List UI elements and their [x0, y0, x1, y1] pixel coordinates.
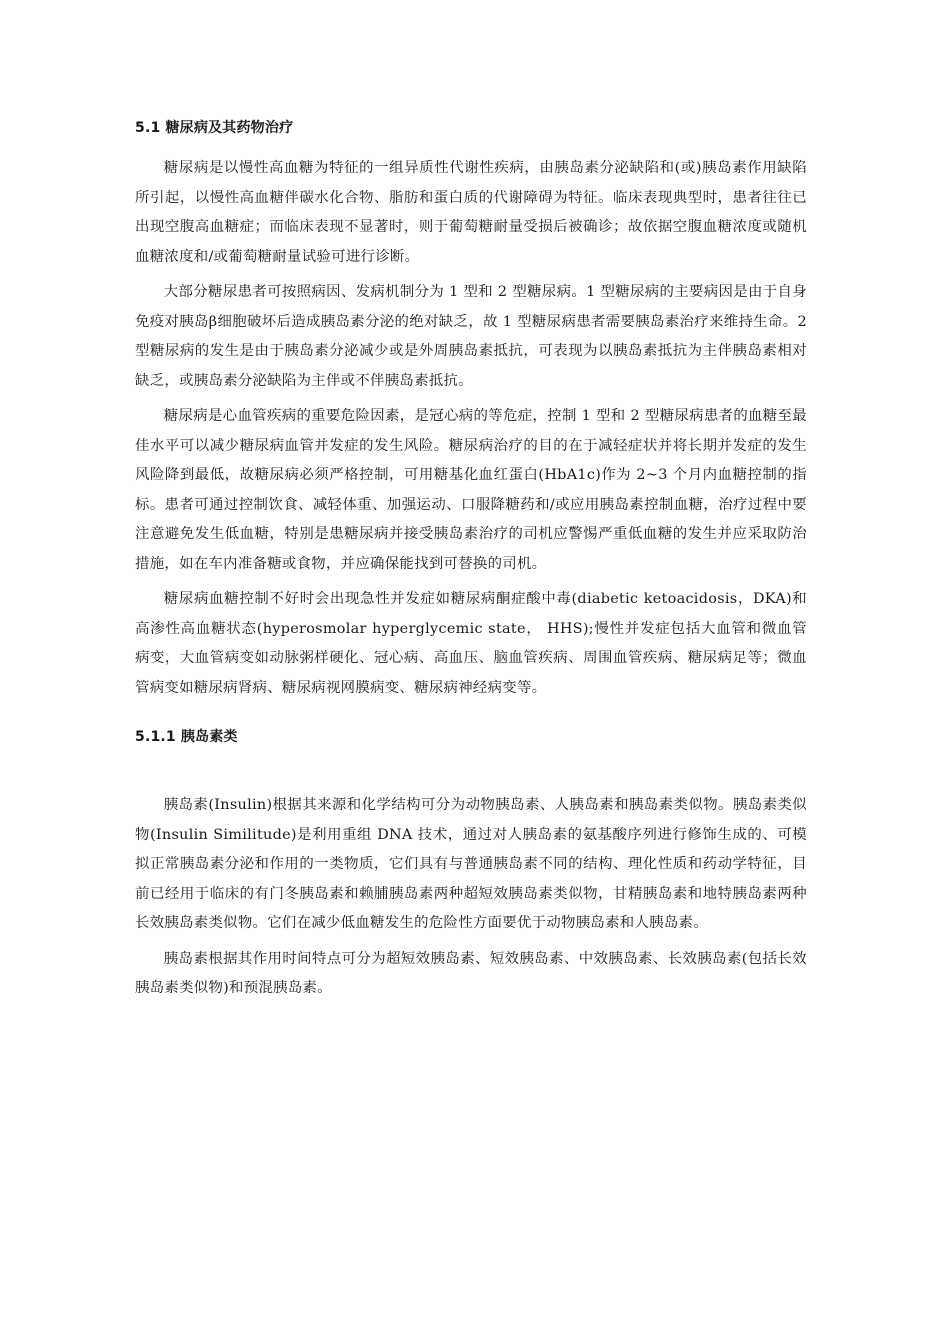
document-page	[135, 118, 807, 1010]
subsection-paragraph-1: 胰岛素(Insulin)根据其来源和化学结构可分为动物胰岛素、人胰岛素和胰岛素类似物。胰岛素类似物(Insulin Similitude)是利用重组 DNA 技术，通过对人胰岛素的氨基酸序列进行修饰生成的、可模拟正常胰岛素分泌和作用的一类物质，它们具有与普通胰岛素不同的结构、理化性质和药动学特征，目前已经用于临床的有门冬胰岛素和赖脯胰岛素两种超短效胰岛素类似物，甘精胰岛素和地特胰岛素两种长效胰岛素类似物。它们在减少低血糖发生的危险性方面要优于动物胰岛素和人胰岛素。	[135, 797, 807, 931]
section-paragraph-3: 糖尿病是心血管疾病的重要危险因素，是冠心病的等危症，控制 1 型和 2 型糖尿病患者的血糖至最佳水平可以减少糖尿病血管并发症的发生风险。糖尿病治疗的目的在于减轻症状并将长期并发症的发生风险降到最低，故糖尿病必须严格控制，可用糖基化血红蛋白(HbA1c)作为 2~3 个月内血糖控制的指标。患者可通过控制饮食、减轻体重、加强运动、口服降糖药和/或应用胰岛素控制血糖，治疗过程中要注意避免发生低血糖，特别是患糖尿病并接受胰岛素治疗的司机应警惕严重低血糖的发生并应采取防治措施，如在车内准备糖或食物，并应确保能找到可替换的司机。	[135, 408, 807, 572]
section-paragraph-2: 大部分糖尿患者可按照病因、发病机制分为 1 型和 2 型糖尿病。1 型糖尿病的主要病因是由于自身免疫对胰岛β细胞破坏后造成胰岛素分泌的绝对缺乏，故 1 型糖尿病患者需要胰岛素治疗来维持生命。2 型糖尿病的发生是由于胰岛素分泌减少或是外周胰岛素抵抗，可表现为以胰岛素抵抗为主伴胰岛素相对缺乏，或胰岛素分泌缺陷为主伴或不伴胰岛素抵抗。	[135, 284, 807, 389]
section-paragraph-1: 糖尿病是以慢性高血糖为特征的一组异质性代谢性疾病，由胰岛素分泌缺陷和(或)胰岛素作用缺陷所引起，以慢性高血糖伴碳水化合物、脂肪和蛋白质的代谢障碍为特征。临床表现典型时，患者往往已出现空腹高血糖症；而临床表现不显著时，则于葡萄糖耐量受损后被确诊；故依据空腹血糖浓度或随机血糖浓度和/或葡萄糖耐量试验可进行诊断。	[135, 160, 807, 265]
section-paragraph-4: 糖尿病血糖控制不好时会出现急性并发症如糖尿病酮症酸中毒(diabetic ketoacidosis，DKA)和高渗性高血糖状态(hyperosmolar hyperglycemic state， HHS);慢性并发症包括大血管和微血管病变，大血管病变如动脉粥样硬化、冠心病、高血压、脑血管疾病、周围血管疾病、糖尿病足等；微血管病变如糖尿病肾病、糖尿病视网膜病变、糖尿病神经病变等。	[135, 591, 807, 696]
subsection-paragraph-2: 胰岛素根据其作用时间特点可分为超短效胰岛素、短效胰岛素、中效胰岛素、长效胰岛素(包括长效胰岛素类似物)和预混胰岛素。	[135, 950, 807, 996]
subsection-heading: 5.1.1 胰岛素类	[135, 729, 238, 745]
section-heading: 5.1 糖尿病及其药物治疗	[135, 120, 294, 136]
